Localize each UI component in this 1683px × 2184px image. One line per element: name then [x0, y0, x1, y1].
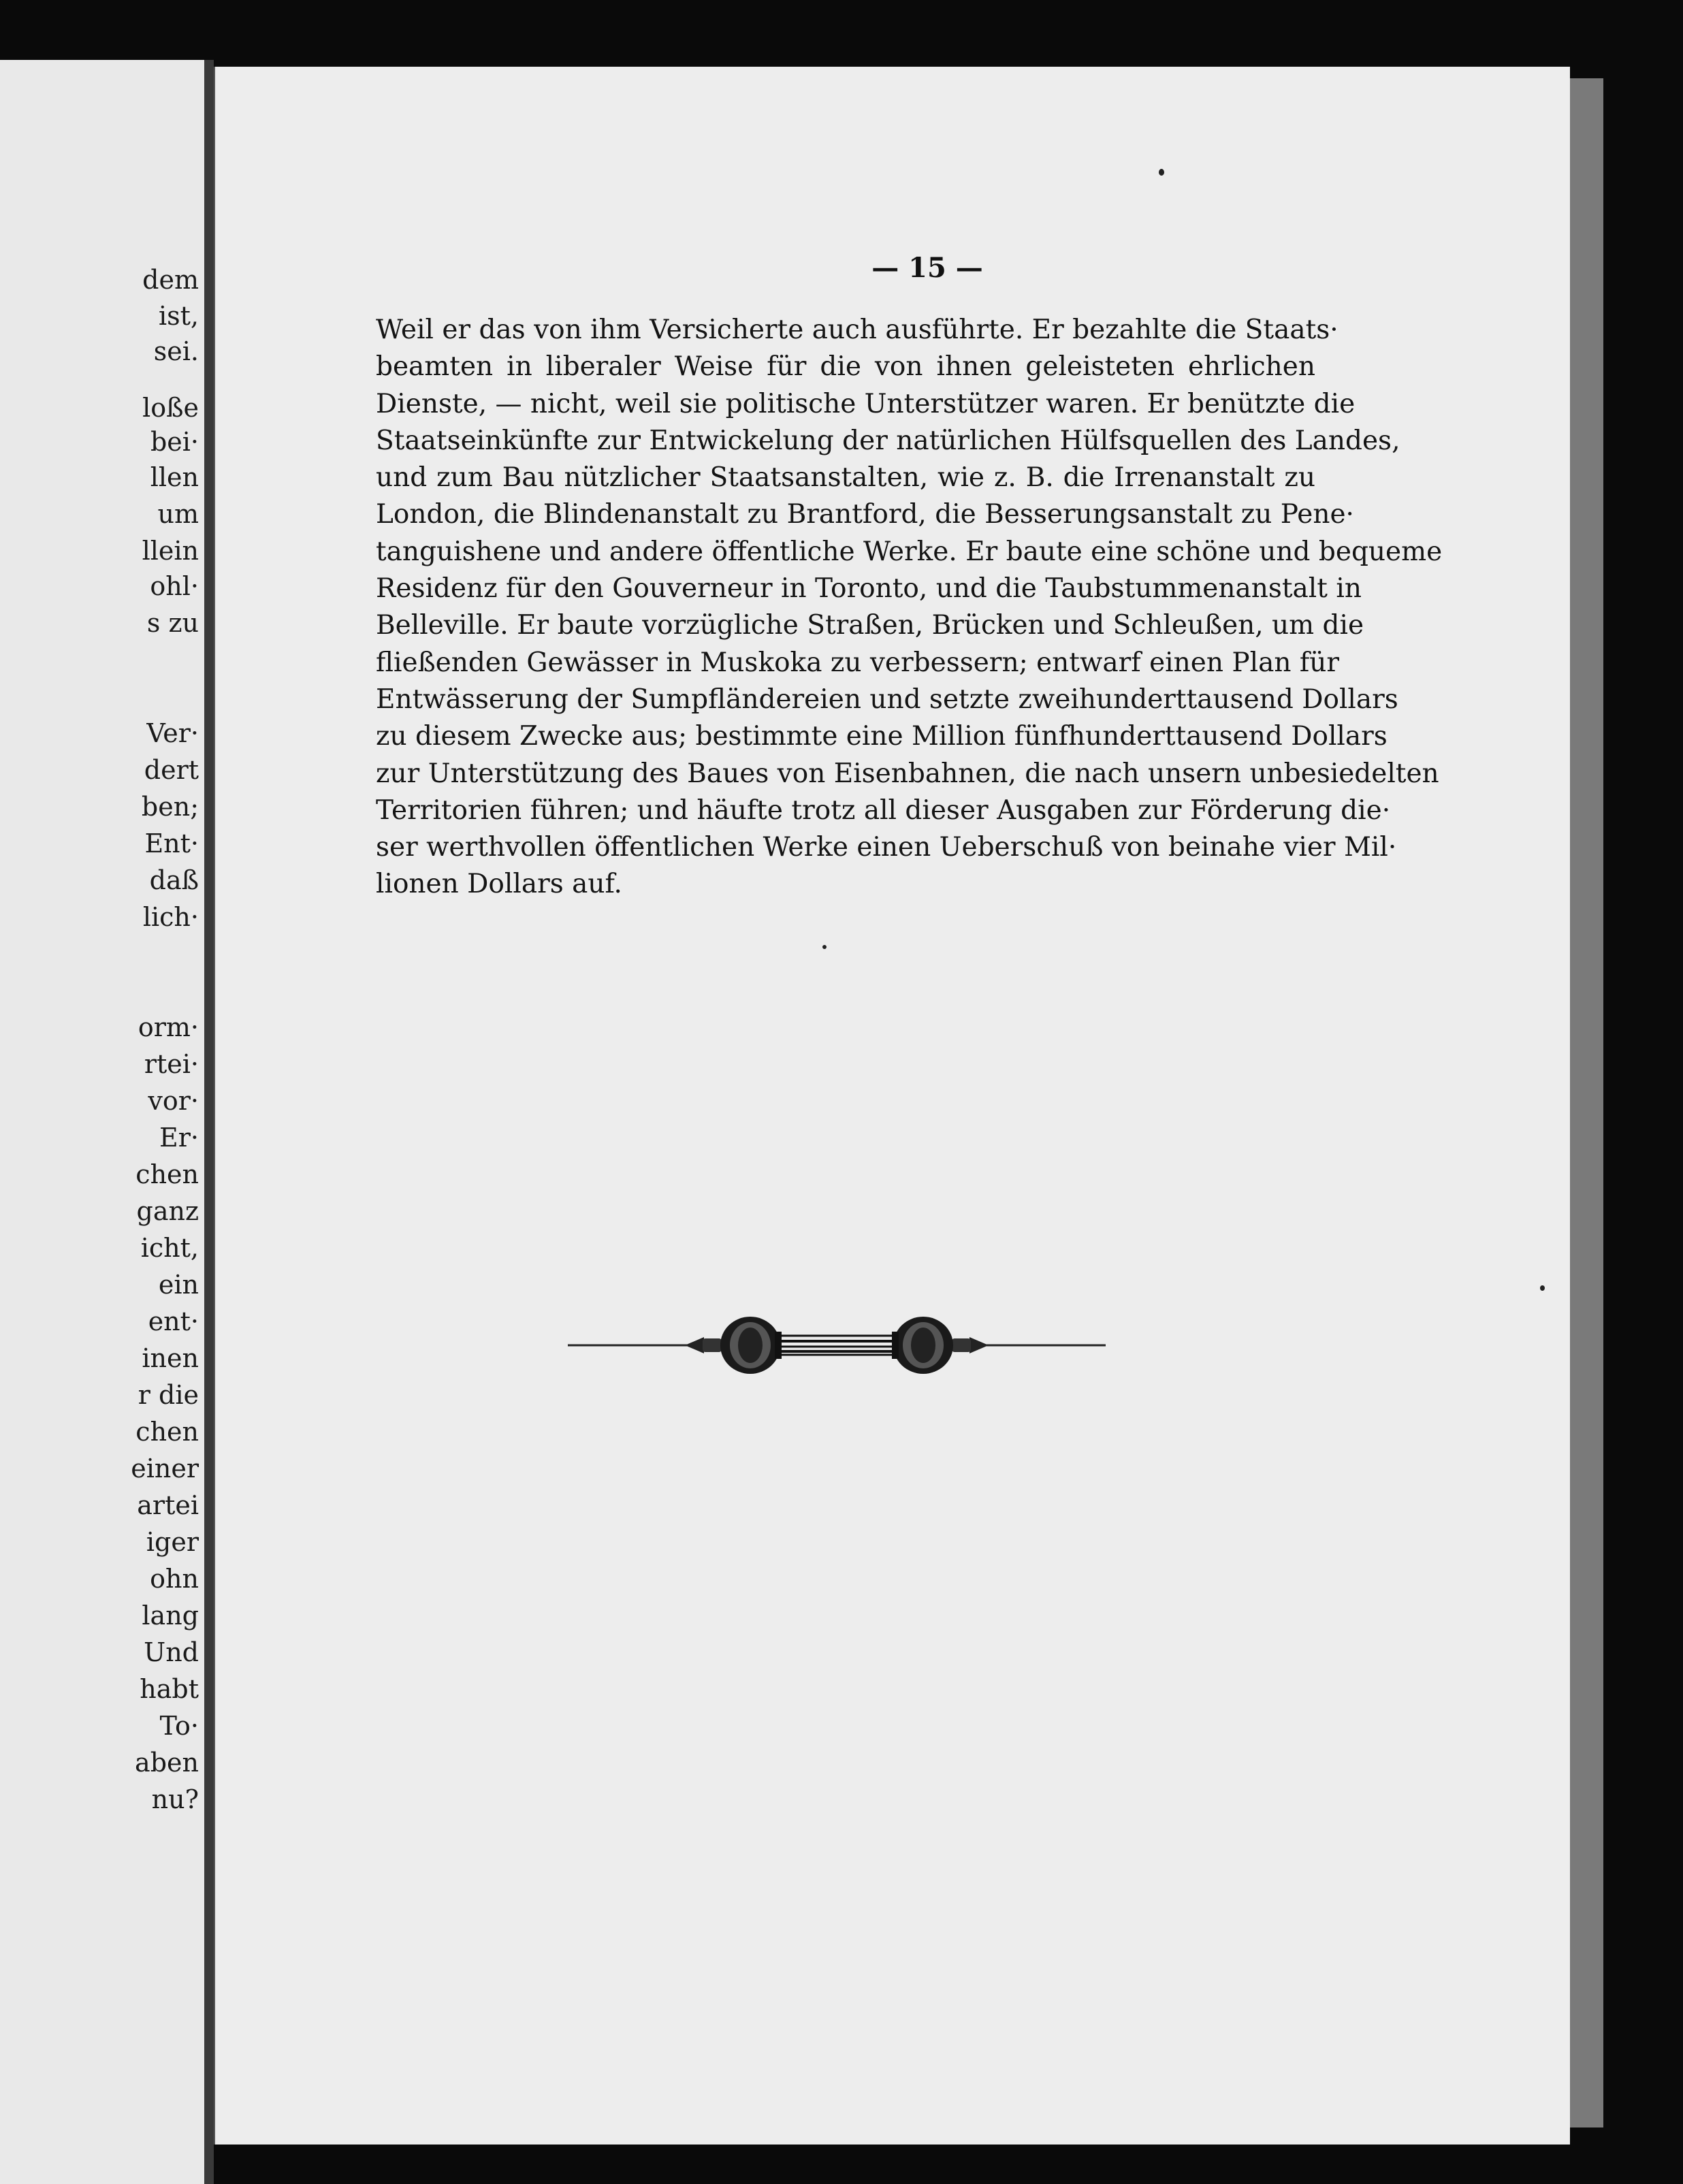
- facing-page-line: Und: [144, 1637, 199, 1667]
- text-line: Dienste, — nicht, weil sie politische Unterstützer waren. Er benützte die: [376, 388, 1356, 419]
- facing-page-line: ganz: [136, 1196, 199, 1226]
- text-line: und zum Bau nützlicher Staatsanstalten, wie z. B. die Irrenanstalt zu: [376, 462, 1315, 494]
- facing-page-line: chen: [135, 1159, 199, 1189]
- facing-page-line: Er·: [159, 1123, 199, 1153]
- facing-page-line: ist,: [158, 301, 199, 331]
- text-line: beamten in liberaler Weise für die von ihnen geleisteten ehrlichen: [376, 351, 1315, 383]
- text-line: zur Unterstützung des Baues von Eisenbahnen, die nach unsern unbesiedelten: [376, 758, 1439, 789]
- ornament-divider-icon: [568, 1311, 1106, 1379]
- facing-page-line: loße: [142, 393, 199, 423]
- facing-page-line: Ent·: [144, 829, 199, 858]
- facing-page-line: To·: [159, 1711, 199, 1741]
- book-page: [214, 67, 1570, 2145]
- facing-page-line: artei: [137, 1490, 199, 1520]
- facing-page-line: llein: [142, 536, 199, 566]
- facing-page-line: ben;: [141, 792, 199, 822]
- text-line: Weil er das von ihm Versicherte auch ausführte. Er bezahlte die Staats·: [376, 315, 1339, 345]
- text-line: tanguishene und andere öffentliche Werke. Er baute eine schöne und bequeme: [376, 536, 1443, 567]
- facing-page-line: rtei·: [144, 1049, 199, 1079]
- facing-page-line: sei.: [153, 336, 199, 366]
- book-gutter: [204, 60, 214, 2184]
- facing-page-line: aben: [135, 1748, 199, 1778]
- text-line: fließenden Gewässer in Muskoka zu verbessern; entwarf einen Plan für: [376, 647, 1340, 678]
- facing-page: [0, 60, 204, 2184]
- facing-page-line: um: [157, 499, 199, 529]
- body-text: [376, 312, 1443, 903]
- facing-page-line: lang: [142, 1601, 199, 1631]
- text-line: ser werthvollen öffentlichen Werke einen Ueberschuß von beinahe vier Mil·: [376, 832, 1397, 863]
- facing-page-line: llen: [150, 462, 199, 492]
- text-line: London, die Blindenanstalt zu Brantford, die Besserungsanstalt zu Pene·: [376, 499, 1354, 530]
- facing-page-line: r die: [138, 1380, 199, 1410]
- facing-page-line: einer: [131, 1454, 199, 1483]
- facing-page-line: iger: [146, 1527, 199, 1557]
- paper-speck: [1540, 1285, 1545, 1291]
- facing-page-line: nu?: [151, 1784, 199, 1814]
- text-line: zu diesem Zwecke aus; bestimmte eine Million fünfhunderttausend Dollars: [376, 721, 1388, 752]
- facing-page-line: s zu: [146, 608, 199, 638]
- facing-page-line: dert: [144, 755, 199, 785]
- page-number: — 15 —: [871, 252, 983, 284]
- facing-page-line: bei·: [150, 427, 199, 457]
- facing-page-line: ent·: [148, 1306, 199, 1336]
- paper-speck: [822, 945, 827, 949]
- facing-page-line: lich·: [142, 902, 199, 932]
- facing-page-line: ein: [158, 1270, 199, 1300]
- facing-page-line: chen: [135, 1417, 199, 1447]
- facing-page-line: icht,: [140, 1233, 199, 1263]
- facing-page-line: daß: [149, 865, 199, 895]
- paper-speck: [1159, 169, 1164, 176]
- facing-page-line: dem: [142, 265, 199, 295]
- text-line: lionen Dollars auf.: [376, 869, 622, 900]
- facing-page-line: vor·: [148, 1086, 199, 1116]
- text-line: Entwässerung der Sumpfländereien und setzte zweihunderttausend Dollars: [376, 684, 1398, 715]
- text-line: Belleville. Er baute vorzügliche Straßen, Brücken und Schleußen, um die: [376, 610, 1364, 641]
- text-line: Territorien führen; und häufte trotz all dieser Ausgaben zur Förderung die·: [376, 794, 1391, 826]
- facing-page-line: inen: [142, 1343, 199, 1373]
- facing-page-line: habt: [140, 1674, 199, 1704]
- facing-page-line: ohl·: [150, 571, 199, 601]
- facing-page-line: ohn: [150, 1564, 199, 1594]
- text-line: Residenz für den Gouverneur in Toronto, und die Taubstummenanstalt in: [376, 573, 1362, 605]
- facing-page-line: Ver·: [146, 718, 199, 748]
- text-line: Staatseinkünfte zur Entwickelung der natürlichen Hülfsquellen des Landes,: [376, 425, 1400, 456]
- facing-page-line: orm·: [138, 1012, 199, 1042]
